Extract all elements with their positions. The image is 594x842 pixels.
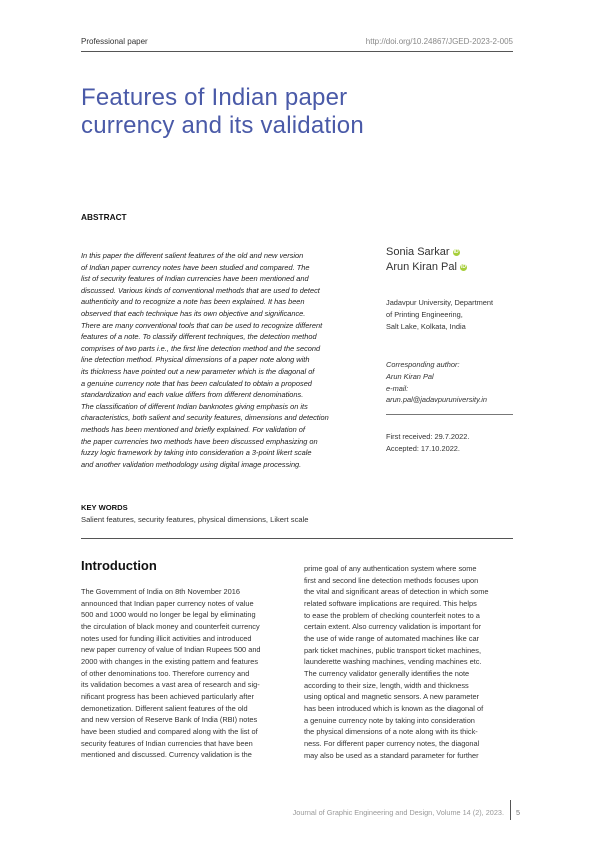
keywords-divider (81, 538, 513, 539)
text-line: fuzzy logic framework by taking into consideration a 3-point likert scale (81, 448, 312, 458)
text-line: the use of wide range of automated machines like car (304, 633, 480, 643)
text-line: standardization and each value differs from different denominations. (81, 390, 304, 400)
paper-title: Features of Indian paper currency and its validation (81, 84, 364, 139)
introduction-column-left (81, 586, 286, 761)
text-line: first and second line detection methods focuses upon (304, 575, 479, 585)
text-line: line detection method. Physical dimensions of a paper note along with (81, 355, 310, 365)
page-number: 5 (516, 808, 521, 817)
keywords-text: Salient features, security features, physical dimensions, Likert scale (81, 515, 309, 524)
text-line: ness. For different paper currency notes, the diagonal (304, 738, 480, 748)
journal-citation: Journal of Graphic Engineering and Design, Volume 14 (2), 2023. (292, 808, 504, 817)
orcid-icon[interactable]: iD (460, 264, 466, 270)
corresponding-author (386, 359, 516, 406)
text-line: of Indian paper currency notes have been studied and compared. The (81, 262, 310, 272)
text-line: park ticket machines, public transport ticket machines, (304, 645, 482, 655)
text-line: There are many conventional tools that can be used to recognize different (81, 320, 323, 330)
text-line: has been introduced which is known as the diagonal of (304, 703, 484, 713)
text-line: mentioned and discussed. Currency validation is the (81, 750, 252, 760)
text-line: its thickness have pointed out a new parameter which is the diagonal of (81, 366, 315, 376)
abstract-body (81, 250, 357, 470)
email-label: e-mail: (386, 383, 409, 393)
author-2 (386, 260, 516, 275)
introduction-column-right (304, 563, 514, 761)
text-line: comprises of two parts i.e., the first line detection method and the second (81, 343, 321, 353)
text-line: have been studied and compared along with the list of (81, 726, 258, 736)
author-1 (386, 245, 516, 260)
text-line: according to their size, length, width and thickness (304, 680, 469, 690)
text-line: features of a note. To classify different techniques, the detection method (81, 332, 317, 342)
text-line: The classification of different Indian banknotes giving emphasis on its (81, 401, 308, 411)
section-heading-introduction: Introduction (81, 558, 157, 573)
text-line: demonetization. Different salient features of the old (81, 703, 248, 713)
text-line: the circulation of black money and counterfeit currency (81, 621, 260, 631)
text-line: its validation becomes a vast area of research and sig- (81, 680, 260, 690)
footer-divider (510, 800, 511, 820)
email-address[interactable]: arun.pal@jadavpuruniversity.in (386, 395, 488, 405)
text-line: 500 and 1000 would no longer be legal by eliminating (81, 610, 256, 620)
dates-divider (386, 414, 513, 415)
text-line: 2000 with changes in the existing pattern and features (81, 656, 259, 666)
text-line: observed that each technique has its own objective and significance. (81, 308, 306, 318)
header-divider (81, 51, 513, 52)
text-line: list of security features of Indian currencies have been mentioned and (81, 274, 309, 284)
affiliation: Jadavpur University, Department of Printing Engineering, Salt Lake, Kolkata, India (386, 298, 494, 331)
text-line: notes used for funding illicit activities and introduced (81, 633, 252, 643)
corresponding-label: Corresponding author: (386, 360, 460, 369)
text-line: the physical dimensions of a note along with its thick- (304, 727, 478, 737)
text-line: The currency validator generally identifies the note (304, 668, 470, 678)
text-line: using optical and magnetic sensors. A new parameter (304, 692, 480, 702)
received-date: First received: 29.7.2022. (386, 432, 470, 441)
orcid-icon[interactable]: iD (453, 249, 459, 255)
text-line: authenticity and to recognize a note has been explained. It has been (81, 297, 305, 307)
text-line: the paper currencies two methods have been discussed emphasizing on (81, 436, 318, 446)
text-line: certain extent. Also currency validation is important for (304, 622, 482, 632)
text-line: the vital and significant areas of detection in which some (304, 587, 489, 597)
text-line: of other denominations too. Therefore currency and (81, 668, 250, 678)
corresponding-name: Arun Kiran Pal (386, 371, 434, 381)
text-line: a genuine currency note that has been calculated to obtain a proposed (81, 378, 312, 388)
doi-link[interactable]: http://doi.org/10.24867/JGED-2023-2-005 (365, 37, 513, 46)
text-line: and new version of Reserve Bank of India (RBI) notes (81, 715, 258, 725)
author-name: Sonia Sarkar (386, 246, 450, 258)
submission-dates (386, 431, 516, 455)
text-line: a genuine currency note by taking into consideration (304, 715, 475, 725)
text-line: discussed. Various kinds of conventional methods that are used to detect (81, 285, 320, 295)
text-line: new paper currency of value of Indian Rupees 500 and (81, 645, 261, 655)
text-line: security features of Indian currencies that have been (81, 738, 253, 748)
text-line: related software implications are required. This helps (304, 598, 477, 608)
text-line: nificant progress has been achieved particularly after (81, 691, 254, 701)
text-line: launderette washing machines, vending machines etc. (304, 657, 482, 667)
text-line: The Government of India on 8th November 2016 (81, 587, 240, 596)
accepted-date: Accepted: 17.10.2022. (386, 443, 460, 453)
article-category: Professional paper (81, 37, 148, 46)
text-line: methods has been mentioned and briefly explained. For validation of (81, 424, 305, 434)
text-line: and another validation methodology using digital image processing. (81, 459, 302, 469)
author-list (386, 245, 516, 275)
text-line: prime goal of any authentication system where some (304, 564, 477, 573)
text-line: may also be used as a standard parameter for further (304, 750, 479, 760)
keywords-heading: KEY WORDS (81, 503, 128, 512)
text-line: characteristics, both salient and security features, dimensions and detection (81, 413, 329, 423)
abstract-heading: ABSTRACT (81, 212, 127, 222)
text-line: to ease the problem of checking counterfeit notes to a (304, 610, 480, 620)
text-line: announced that Indian paper currency notes of value (81, 598, 254, 608)
author-name: Arun Kiran Pal (386, 261, 457, 273)
text-line: In this paper the different salient features of the old and new version (81, 251, 304, 260)
